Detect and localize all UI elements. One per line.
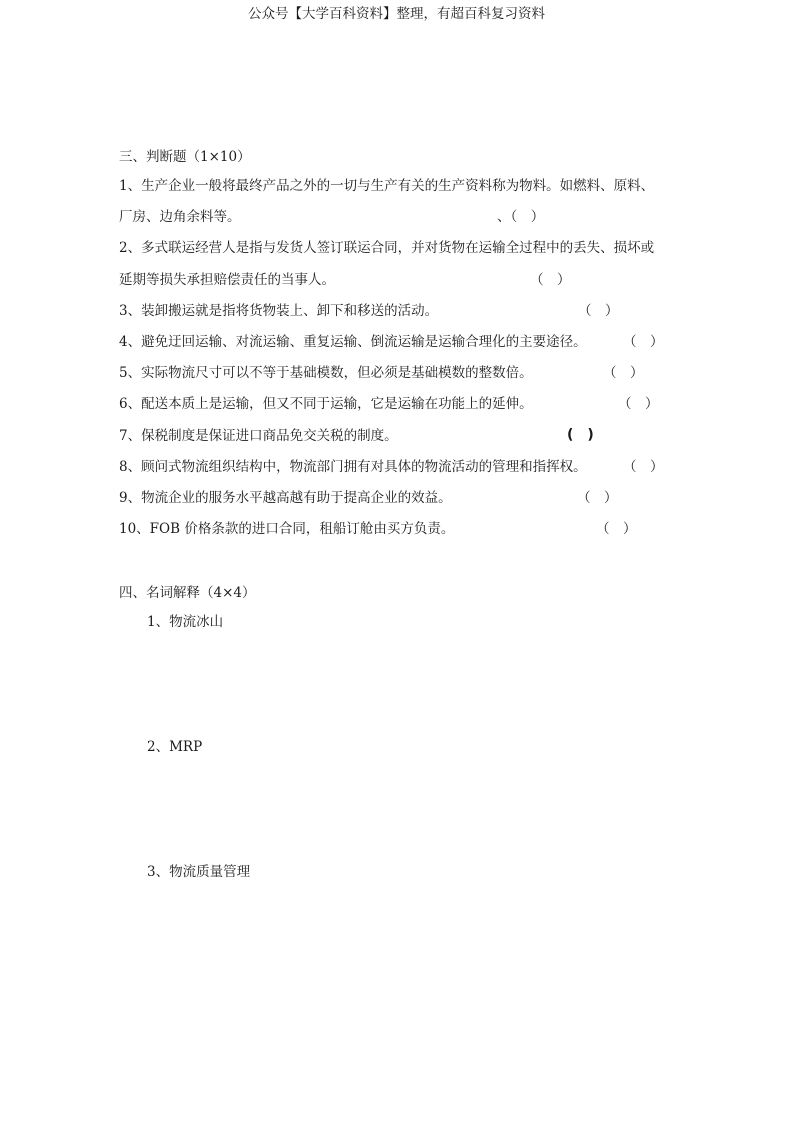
question-10-line: 10、FOB 价格条款的进口合同，租船订舱由买方负责。 (119, 521, 455, 537)
page-header: 公众号【大学百科资料】整理，有超百科复习资料 (248, 6, 545, 22)
question-1-line-1: 1、生产企业一般将最终产品之外的一切与生产有关的生产资料称为物料。如燃料、原料、 (119, 178, 655, 194)
section-3-title: 三、判断题（1×10） (119, 149, 251, 165)
question-8-line: 8、顾问式物流组织结构中，物流部门拥有对具体的物流活动的管理和指挥权。 (119, 459, 587, 475)
term-1: 1、物流冰山 (147, 614, 224, 630)
term-2: 2、MRP (147, 739, 203, 755)
question-2-line-1: 2、多式联运经营人是指与发货人签订联运合同，并对货物在运输全过程中的丢失、损坏或 (119, 240, 655, 256)
question-6-line: 6、配送本质上是运输，但又不同于运输，它是运输在功能上的延伸。 (119, 396, 533, 412)
question-1-line-2: 厂房、边角余料等。 (119, 209, 241, 225)
question-4-line: 4、避免迂回运输、对流运输、重复运输、倒流运输是运输合理化的主要途径。 (119, 334, 587, 350)
question-7-answer-blank: ( ) (567, 427, 594, 443)
question-2-line-2: 延期等损失承担赔偿责任的当事人。 (119, 272, 335, 288)
question-9-answer-blank: （ ） (577, 490, 618, 506)
question-6-answer-blank: （ ） (618, 396, 659, 412)
question-9-line: 9、物流企业的服务水平越高越有助于提高企业的效益。 (119, 490, 452, 506)
term-3: 3、物流质量管理 (147, 864, 251, 880)
question-2-answer-blank: （ ） (530, 272, 571, 288)
question-4-answer-blank: （ ） (623, 334, 664, 350)
question-10-answer-blank: （ ） (596, 521, 637, 537)
question-1-answer-blank: 、（ ） (497, 209, 545, 225)
question-3-line: 3、装卸搬运就是指将货物装上、卸下和移送的活动。 (119, 303, 439, 319)
question-5-line: 5、实际物流尺寸可以不等于基础模数，但必须是基础模数的整数倍。 (119, 365, 533, 381)
question-5-answer-blank: （ ） (603, 365, 644, 381)
question-7-line: 7、保税制度是保证进口商品免交关税的制度。 (119, 428, 398, 444)
question-8-answer-blank: （ ） (623, 459, 664, 475)
question-3-answer-blank: （ ） (578, 303, 619, 319)
section-4-title: 四、名词解释（4×4） (119, 585, 256, 601)
